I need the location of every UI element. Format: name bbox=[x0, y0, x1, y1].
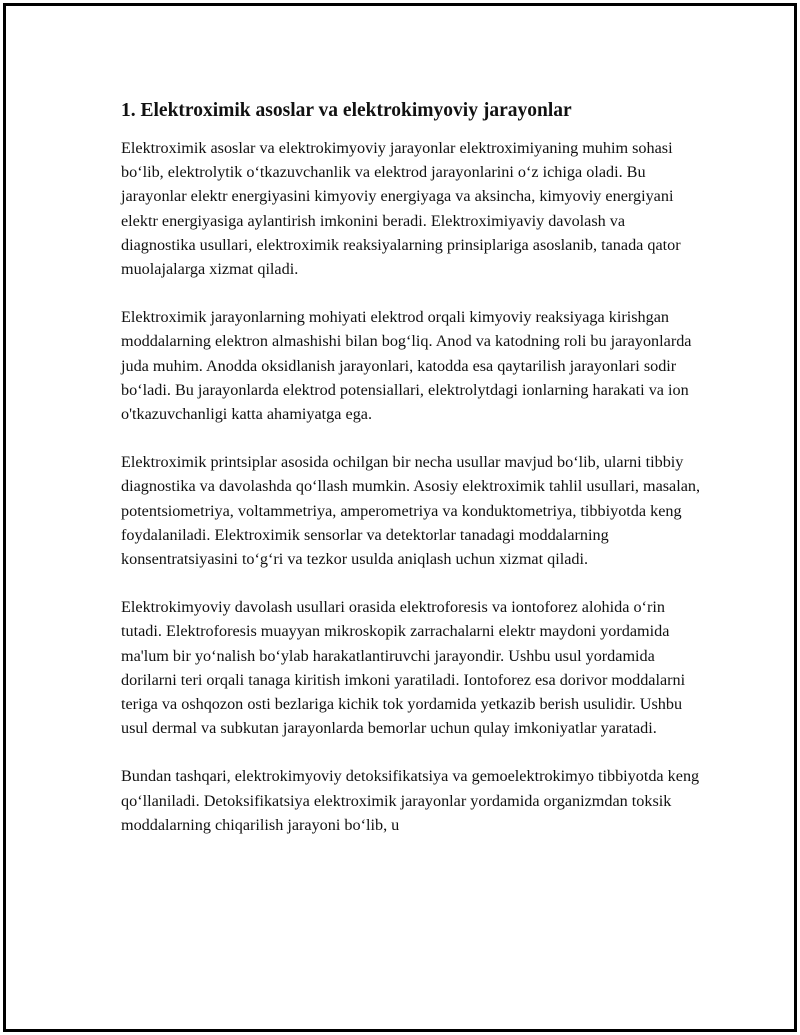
section-heading: 1. Elektroximik asoslar va elektrokimyoviy jarayonlar bbox=[121, 100, 572, 121]
paragraph-2: Elektroximik jarayonlarning mohiyati elektrod orqali kimyoviy reaksiyaga kirishgan moddalarning elektron almashishi bilan bog‘liq. Anod va katodning roli bu jarayonlarda juda muhim. Anodda oksidlanish jarayonlari, katodda esa qaytarilish jarayonlari sodir bo‘ladi. Bu jarayonlarda elektrod potensiallari, elektrolytdagi ionlarning harakati va ion o'tkazuvchanligi katta ahamiyatga ega. bbox=[121, 308, 692, 424]
paragraph-5: Bundan tashqari, elektrokimyoviy detoksifikatsiya va gemoelektrokimyo tibbiyotda keng qo‘llaniladi. Detoksifikatsiya elektroximik jarayonlar yordamida organizmdan toksik moddalarning chiqarilish jarayoni bo‘lib, u bbox=[121, 767, 700, 834]
document-body bbox=[121, 98, 701, 861]
page-frame bbox=[3, 3, 797, 1032]
paragraph-4: Elektrokimyoviy davolash usullari orasida elektroforesis va iontoforez alohida o‘rin tutadi. Elektroforesis muayyan mikroskopik zarrachalarni elektr maydoni yordamida ma'lum bir yo‘nalish bo‘ylab harakatlantiruvchi jarayondir. Ushbu usul yordamida dorilarni teri orqali tanaga kiritish imkoni yaratiladi. Iontoforez esa dorivor moddalarni teriga va oshqozon osti bezlariga kichik tok yordamida yetkazib berish usulidir. Ushbu usul dermal va subkutan jarayonlarda bemorlar uchun qulay imkoniyatlar yaratadi. bbox=[121, 598, 686, 738]
paragraph-3: Elektroximik printsiplar asosida ochilgan bir necha usullar mavjud bo‘lib, ularni tibbiy diagnostika va davolashda qo‘llash mumkin. Asosiy elektroximik tahlil usullari, masalan, potentsiometriya, voltammetriya, amperometriya va konduktometriya, tibbiyotda keng foydalaniladi. Elektroximik sensorlar va detektorlar tanadagi moddalarning konsentratsiyasini to‘g‘ri va tezkor usulda aniqlash uchun xizmat qiladi. bbox=[121, 453, 701, 569]
paragraph-1: Elektroximik asoslar va elektrokimyoviy jarayonlar elektroximiyaning muhim sohasi bo‘lib, elektrolytik o‘tkazuvchanlik va elektrod jarayonlarini o‘z ichiga oladi. Bu jarayonlar elektr energiyasini kimyoviy energiyaga va aksincha, kimyoviy energiyani elektr energiyasiga aylantirish imkonini beradi. Elektroximiyaviy davolash va diagnostika usullari, elektroximik reaksiyalarning prinsiplariga asoslanib, tanada qator muolajalarga xizmat qiladi. bbox=[121, 139, 681, 279]
